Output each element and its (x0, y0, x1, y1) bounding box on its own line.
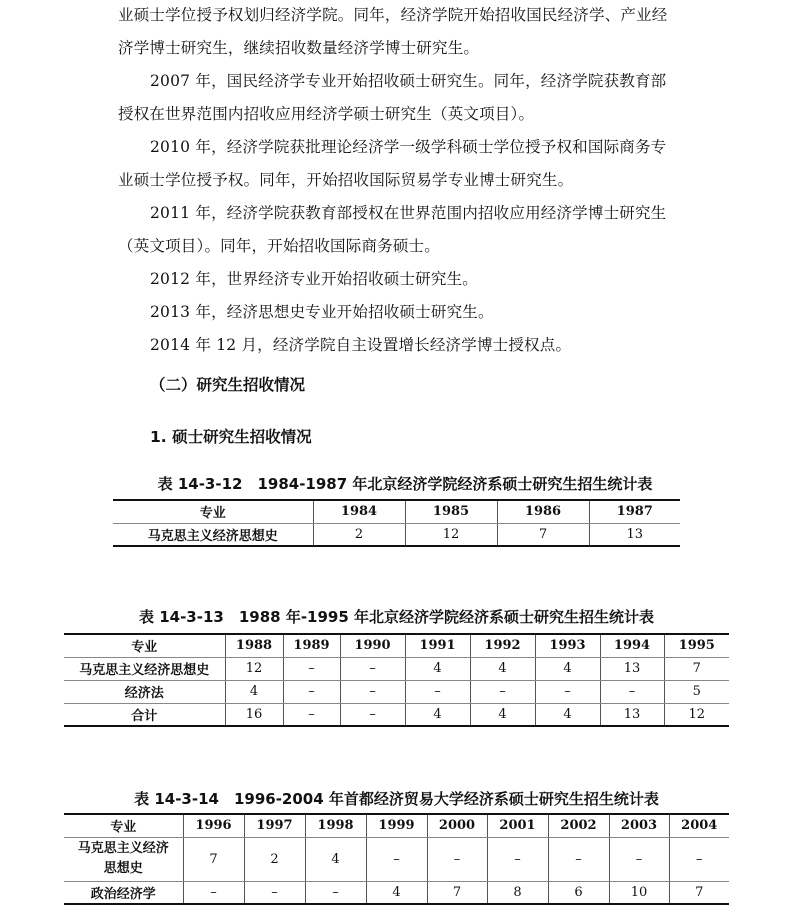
header-cell: 1993 (535, 634, 600, 657)
table-row (64, 703, 729, 726)
table-cell: – (283, 680, 340, 703)
table-cell: 13 (600, 657, 664, 680)
header-cell: 1987 (589, 500, 680, 523)
header-cell: 1990 (340, 634, 405, 657)
enrollment-table-1988-1995 (64, 633, 729, 727)
table-cell: 6 (548, 881, 609, 904)
table-cell: 4 (366, 881, 427, 904)
table-cell: 2 (244, 837, 305, 881)
table-row (113, 523, 680, 546)
section-heading: （二）研究生招收情况 (150, 376, 306, 394)
header-cell: 1997 (244, 814, 305, 837)
table-cell: 7 (427, 881, 487, 904)
paragraph-line: 2012 年，世界经济专业开始招收硕士研究生。 (150, 270, 478, 288)
table-cell: 4 (470, 657, 535, 680)
row-label: 合计 (64, 703, 225, 726)
table-cell: – (470, 680, 535, 703)
table-cell: 5 (664, 680, 729, 703)
table-cell: – (427, 837, 487, 881)
table-row (64, 680, 729, 703)
header-cell: 1984 (313, 500, 405, 523)
header-cell: 2004 (669, 814, 729, 837)
table-cell: 4 (535, 657, 600, 680)
header-cell: 1988 (225, 634, 283, 657)
header-cell: 专业 (64, 634, 225, 657)
paragraph-line: 2010 年，经济学院获批理论经济学一级学科硕士学位授予权和国际商务专 (150, 138, 667, 156)
enrollment-table-1996-2004 (64, 813, 729, 905)
table-cell: 12 (405, 523, 497, 546)
table-cell: – (366, 837, 427, 881)
header-cell: 1994 (600, 634, 664, 657)
table-cell: 7 (664, 657, 729, 680)
table-cell: 4 (405, 703, 470, 726)
paragraph-line: 业硕士学位授予权。同年，开始招收国际贸易学专业博士研究生。 (118, 171, 574, 189)
table-row (64, 837, 729, 881)
table-cell: – (535, 680, 600, 703)
table-caption: 表 14-3-13 1988 年-1995 年北京经济学院经济系硕士研究生招生统计表 (138, 608, 655, 626)
table-cell: 4 (470, 703, 535, 726)
header-cell: 1985 (405, 500, 497, 523)
table-cell: 12 (225, 657, 283, 680)
table-cell: 4 (405, 657, 470, 680)
row-label: 马克思主义经济思想史 (64, 657, 225, 680)
table-row (64, 657, 729, 680)
header-cell: 1986 (497, 500, 589, 523)
header-cell: 2001 (487, 814, 548, 837)
table-cell: – (244, 881, 305, 904)
header-cell: 2003 (609, 814, 669, 837)
row-label: 马克思主义经济思想史 (113, 523, 313, 546)
header-cell: 1991 (405, 634, 470, 657)
paragraph-line: 2014 年 12 月，经济学院自主设置增长经济学博士授权点。 (150, 336, 572, 354)
table-cell: 7 (669, 881, 729, 904)
table-cell: 7 (183, 837, 244, 881)
header-cell: 专业 (113, 500, 313, 523)
table-cell: 10 (609, 881, 669, 904)
header-cell: 1992 (470, 634, 535, 657)
header-cell: 2000 (427, 814, 487, 837)
table-cell: – (340, 680, 405, 703)
table-cell: 7 (497, 523, 589, 546)
table-cell: – (340, 657, 405, 680)
table-cell: – (183, 881, 244, 904)
table-cell: 13 (589, 523, 680, 546)
table-cell: – (669, 837, 729, 881)
table-cell: 13 (600, 703, 664, 726)
row-label: 经济法 (64, 680, 225, 703)
paragraph-line: 2011 年，经济学院获教育部授权在世界范围内招收应用经济学博士研究生 (150, 204, 667, 222)
table-cell: – (283, 657, 340, 680)
row-label: 马克思主义经济思想史 (64, 837, 183, 881)
header-cell: 1999 (366, 814, 427, 837)
enrollment-table-1984-1987 (113, 499, 680, 547)
header-cell: 1995 (664, 634, 729, 657)
header-cell: 2002 (548, 814, 609, 837)
table-cell: 4 (535, 703, 600, 726)
header-cell: 1989 (283, 634, 340, 657)
table-caption: 表 14-3-14 1996-2004 年首都经济贸易大学经济系硕士研究生招生统计表 (134, 790, 659, 808)
table-row (64, 881, 729, 904)
table-cell: 4 (305, 837, 366, 881)
paragraph-line: 2013 年，经济思想史专业开始招收硕士研究生。 (150, 303, 494, 321)
paragraph-line: 济学博士研究生，继续招收数量经济学博士研究生。 (118, 39, 480, 57)
table-cell: – (609, 837, 669, 881)
table-cell: – (548, 837, 609, 881)
table-cell: – (600, 680, 664, 703)
paragraph-line: （英文项目）。同年，开始招收国际商务硕士。 (118, 237, 440, 255)
table-caption: 表 14-3-12 1984-1987 年北京经济学院经济系硕士研究生招生统计表 (157, 475, 653, 493)
paragraph-line: 授权在世界范围内招收应用经济学硕士研究生（英文项目）。 (118, 105, 535, 123)
table-cell: – (487, 837, 548, 881)
table-cell: 4 (225, 680, 283, 703)
table-cell: – (405, 680, 470, 703)
paragraph-line: 2007 年，国民经济学专业开始招收硕士研究生。同年，经济学院获教育部 (150, 72, 667, 90)
table-cell: 2 (313, 523, 405, 546)
table-cell: – (305, 881, 366, 904)
table-cell: – (283, 703, 340, 726)
header-cell: 1996 (183, 814, 244, 837)
table-cell: 16 (225, 703, 283, 726)
table-cell: 8 (487, 881, 548, 904)
row-label: 政治经济学 (64, 881, 183, 904)
paragraph-line: 业硕士学位授予权划归经济学院。同年，经济学院开始招收国民经济学、产业经 (118, 6, 668, 24)
table-cell: 12 (664, 703, 729, 726)
header-cell: 专业 (64, 814, 183, 837)
header-cell: 1998 (305, 814, 366, 837)
table-cell: – (340, 703, 405, 726)
subsection-heading: 1. 硕士研究生招收情况 (150, 428, 312, 446)
